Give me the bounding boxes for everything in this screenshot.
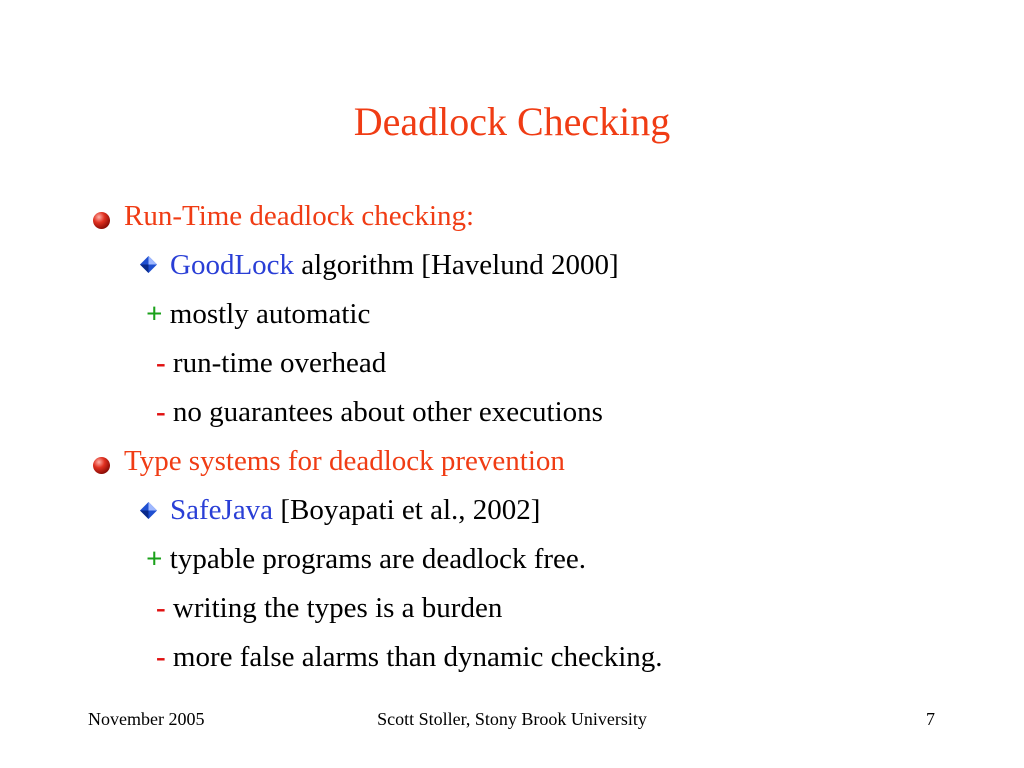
point-pro xyxy=(146,541,586,577)
plus-sign: + xyxy=(146,298,163,330)
sub-item-safejava xyxy=(170,492,540,528)
point-con xyxy=(156,394,603,430)
red-ball-bullet-icon xyxy=(93,212,110,229)
footer-page-number: 7 xyxy=(926,709,935,729)
footer-date: November 2005 xyxy=(88,709,205,729)
safejava-name: SafeJava xyxy=(170,494,274,526)
point-text: writing the types is a burden xyxy=(172,592,503,624)
blue-diamond-bullet-icon xyxy=(140,502,157,519)
bullet-1-text: Run-Time deadlock checking: xyxy=(124,200,475,232)
safejava-rest: [Boyapati et al., 2002] xyxy=(280,494,541,526)
point-con xyxy=(156,639,663,675)
point-text: more false alarms than dynamic checking. xyxy=(172,641,663,673)
point-text: typable programs are deadlock free. xyxy=(169,543,587,575)
blue-diamond-bullet-icon xyxy=(140,256,157,273)
minus-sign: - xyxy=(156,641,166,673)
point-con xyxy=(156,590,502,626)
footer-author: Scott Stoller, Stony Brook University xyxy=(377,709,647,729)
slide-title: Deadlock Checking xyxy=(353,99,671,144)
point-text: no guarantees about other executions xyxy=(172,396,603,428)
minus-sign: - xyxy=(156,592,166,624)
bullet-2-text: Type systems for deadlock prevention xyxy=(124,445,565,477)
red-ball-bullet-icon xyxy=(93,457,110,474)
point-con xyxy=(156,345,386,381)
goodlock-name: GoodLock xyxy=(170,249,295,281)
point-pro xyxy=(146,296,370,332)
minus-sign: - xyxy=(156,347,166,379)
plus-sign: + xyxy=(146,543,163,575)
point-text: run-time overhead xyxy=(172,347,387,379)
sub-item-goodlock xyxy=(170,247,619,283)
goodlock-rest: algorithm [Havelund 2000] xyxy=(301,249,619,281)
point-text: mostly automatic xyxy=(169,298,371,330)
minus-sign: - xyxy=(156,396,166,428)
